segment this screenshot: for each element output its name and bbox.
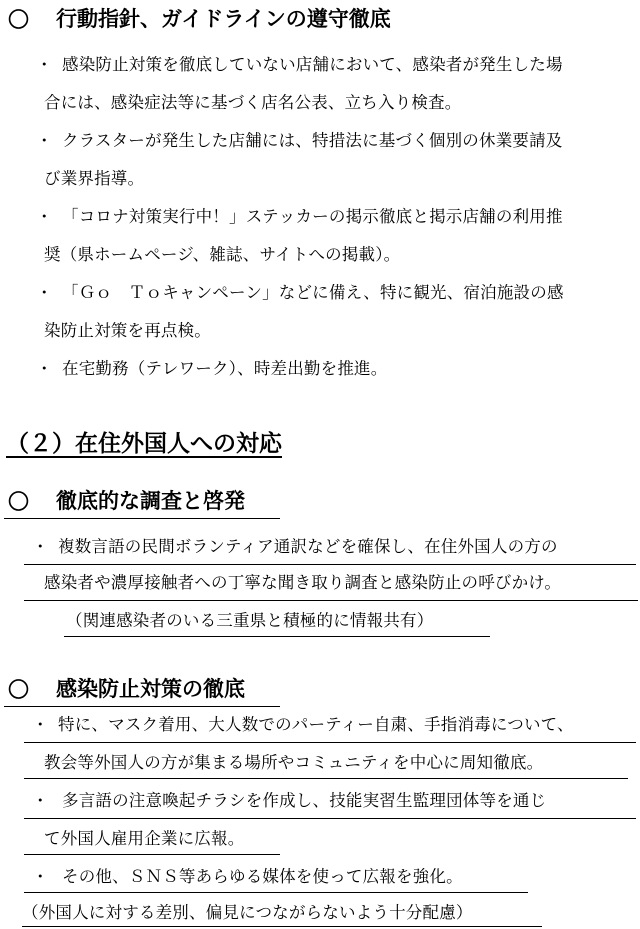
list-bullet: ・ <box>36 359 53 378</box>
list-bullet: ・ <box>36 207 53 226</box>
list-item-text: その他、ＳＮＳ等あらゆる媒体を使って広報を強化。 <box>62 867 463 886</box>
text-underline <box>24 564 636 565</box>
list-item-note: （関連感染者のいる三重県と積極的に情報共有） <box>66 611 434 630</box>
text-underline <box>24 742 636 743</box>
list-bullet: ・ <box>36 131 53 150</box>
list-item-text: 多言語の注意喚起チラシを作成し、技能実習生監理団体等を通じ <box>62 791 547 810</box>
list-item-note: （外国人に対する差別、偏見につながらないよう十分配慮） <box>22 903 473 922</box>
circle-marker-icon: 〇 <box>8 8 29 32</box>
list-item-text: 在宅勤務（テレワーク）、時差出勤を推進。 <box>62 359 388 378</box>
text-underline <box>24 854 280 855</box>
list-bullet: ・ <box>36 55 53 74</box>
section-heading-guidelines: 行動指針、ガイドラインの遵守徹底 <box>56 7 391 31</box>
list-item-text: 複数言語の民間ボランティア通訳などを確保し、在住外国人の方の <box>58 537 558 556</box>
list-item-text: び業界指導。 <box>44 169 145 188</box>
list-item-text: て外国人雇用企業に広報。 <box>44 829 245 848</box>
text-underline <box>64 636 490 637</box>
list-bullet: ・ <box>32 791 49 810</box>
section-heading-investigation: 徹底的な調査と啓発 <box>56 489 245 513</box>
list-bullet: ・ <box>32 537 49 556</box>
list-item-text: 感染者や濃厚接触者への丁寧な聞き取り調査と感染防止の呼びかけ。 <box>44 573 562 592</box>
list-item-text: 「Ｇｏ Ｔｏキャンペーン」などに備え、特に観光、宿泊施設の感 <box>62 283 564 302</box>
section-heading-foreign-residents: （２）在住外国人への対応 <box>6 431 282 457</box>
list-item-text: 染防止対策を再点検。 <box>44 321 211 340</box>
list-bullet: ・ <box>36 283 53 302</box>
list-bullet: ・ <box>32 715 49 734</box>
list-item-text: 「コロナ対策実行中！」ステッカーの掲示徹底と掲示店舗の利用推 <box>62 207 563 226</box>
list-item-text: 特に、マスク着用、大人数でのパーティー自粛、手指消毒について、 <box>58 715 574 734</box>
list-item-text: 感染防止対策を徹底していない店舗において、感染者が発生した場 <box>62 55 563 74</box>
section-heading-prevention: 感染防止対策の徹底 <box>56 677 245 701</box>
text-underline <box>24 778 628 779</box>
list-item-text: 教会等外国人の方が集まる場所やコミュニティを中心に周知徹底。 <box>44 753 544 772</box>
list-bullet: ・ <box>32 867 49 886</box>
circle-marker-icon: 〇 <box>8 678 29 702</box>
heading-underline <box>4 518 280 519</box>
list-item-text: クラスターが発生した店舗には、特措法に基づく個別の休業要請及 <box>62 131 563 150</box>
heading-underline <box>4 706 280 707</box>
text-underline <box>24 818 636 819</box>
text-underline <box>24 892 528 893</box>
list-item-text: 合には、感染症法等に基づく店名公表、立ち入り検査。 <box>44 93 462 112</box>
list-item-text: 奨（県ホームページ、雑誌、サイトへの掲載）。 <box>44 245 401 264</box>
text-underline <box>24 600 638 601</box>
circle-marker-icon: 〇 <box>8 490 29 514</box>
text-underline <box>22 926 542 927</box>
